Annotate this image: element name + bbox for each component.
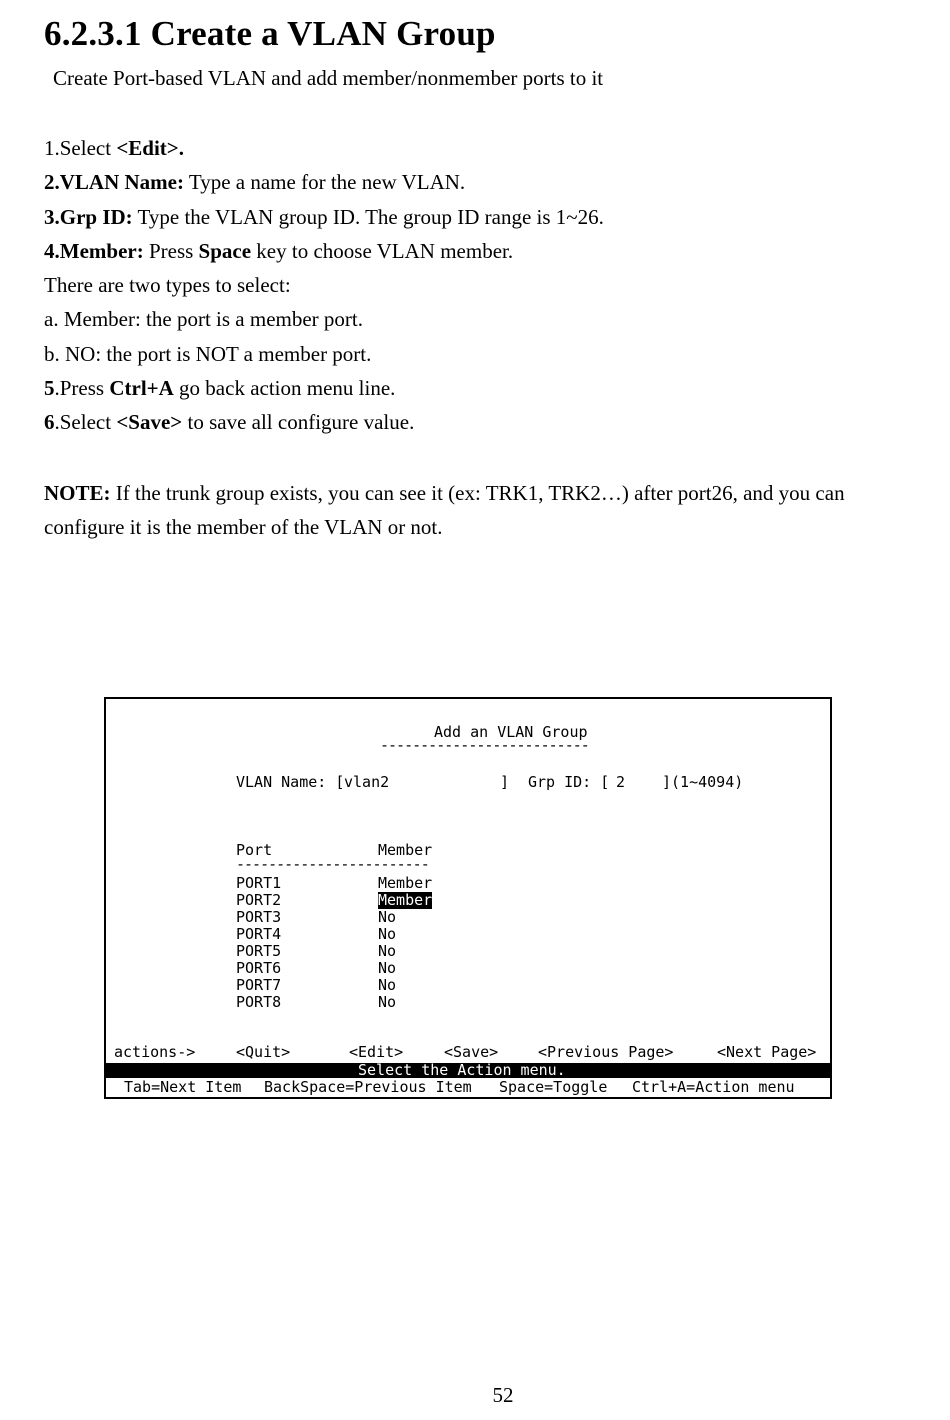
types-intro: There are two types to select: [44,273,291,298]
column-port: Port [236,841,273,859]
grp-id-label: Grp ID: [ [528,773,610,791]
edit-action[interactable]: <Edit> [349,1043,404,1061]
column-member: Member [378,841,433,859]
column-underline: ------------------------ [236,855,429,873]
step-3: 3.Grp ID: Type the VLAN group ID. The group ID range is 1~26. [44,204,604,229]
grp-id-range: ](1~4094) [662,773,744,791]
type-b: b. NO: the port is NOT a member port. [44,341,372,366]
member-value[interactable]: Member [378,874,433,892]
terminal-title: Add an VLAN Group [434,723,588,741]
port-name: PORT3 [236,908,282,926]
status-message: Select the Action menu. [358,1061,566,1079]
save-action[interactable]: <Save> [444,1043,499,1061]
port-name: PORT6 [236,959,282,977]
member-value[interactable]: No [378,925,397,943]
member-value-selected[interactable]: Member [378,891,433,909]
help-tab: Tab=Next Item [124,1078,242,1096]
port-name: PORT2 [236,891,282,909]
member-value[interactable]: No [378,993,397,1011]
next-page-action[interactable]: <Next Page> [717,1043,817,1061]
step-5: 5.Press Ctrl+A go back action menu line. [44,376,396,401]
terminal-screenshot [104,697,832,1099]
note-paragraph: NOTE: If the trunk group exists, you can see it (ex: TRK1, TRK2…) after port26, and you can configure it is the member of the VLAN or not. [44,481,845,540]
grp-id-field[interactable]: 2 [616,773,626,791]
help-backspace: BackSpace=Previous Item [264,1078,472,1096]
title-underline: -------------------------- [380,736,589,754]
previous-page-action[interactable]: <Previous Page> [538,1043,674,1061]
port-name: PORT1 [236,874,282,892]
step-4: 4.Member: Press Space key to choose VLAN member. [44,238,514,263]
help-ctrl: Ctrl+A=Action menu [632,1078,795,1096]
member-value[interactable]: No [378,908,397,926]
port-name: PORT8 [236,993,282,1011]
step-6: 6.Select <Save> to save all configure value. [44,410,415,435]
help-space: Space=Toggle [499,1078,608,1096]
port-name: PORT7 [236,976,282,994]
actions-label: actions-> [114,1043,196,1061]
member-value[interactable]: No [378,942,397,960]
steps-list [44,133,604,442]
port-name: PORT5 [236,942,282,960]
step-2: 2.VLAN Name: Type a name for the new VLAN. [44,170,466,195]
section-heading: 6.2.3.1 Create a VLAN Group [44,14,496,53]
member-value[interactable]: No [378,976,397,994]
vlan-name-label: VLAN Name: [ [236,773,345,791]
step-1: 1.Select <Edit>. [44,136,185,160]
status-bar [106,1063,830,1078]
vlan-name-close: ] [500,773,510,791]
member-value[interactable]: No [378,959,397,977]
type-a: a. Member: the port is a member port. [44,307,363,332]
quit-action[interactable]: <Quit> [236,1043,291,1061]
section-subtitle: Create Port-based VLAN and add member/nonmember ports to it [53,66,604,90]
port-name: PORT4 [236,925,282,943]
page-number: 52 [492,1383,514,1407]
vlan-name-field[interactable]: vlan2 [344,773,390,791]
